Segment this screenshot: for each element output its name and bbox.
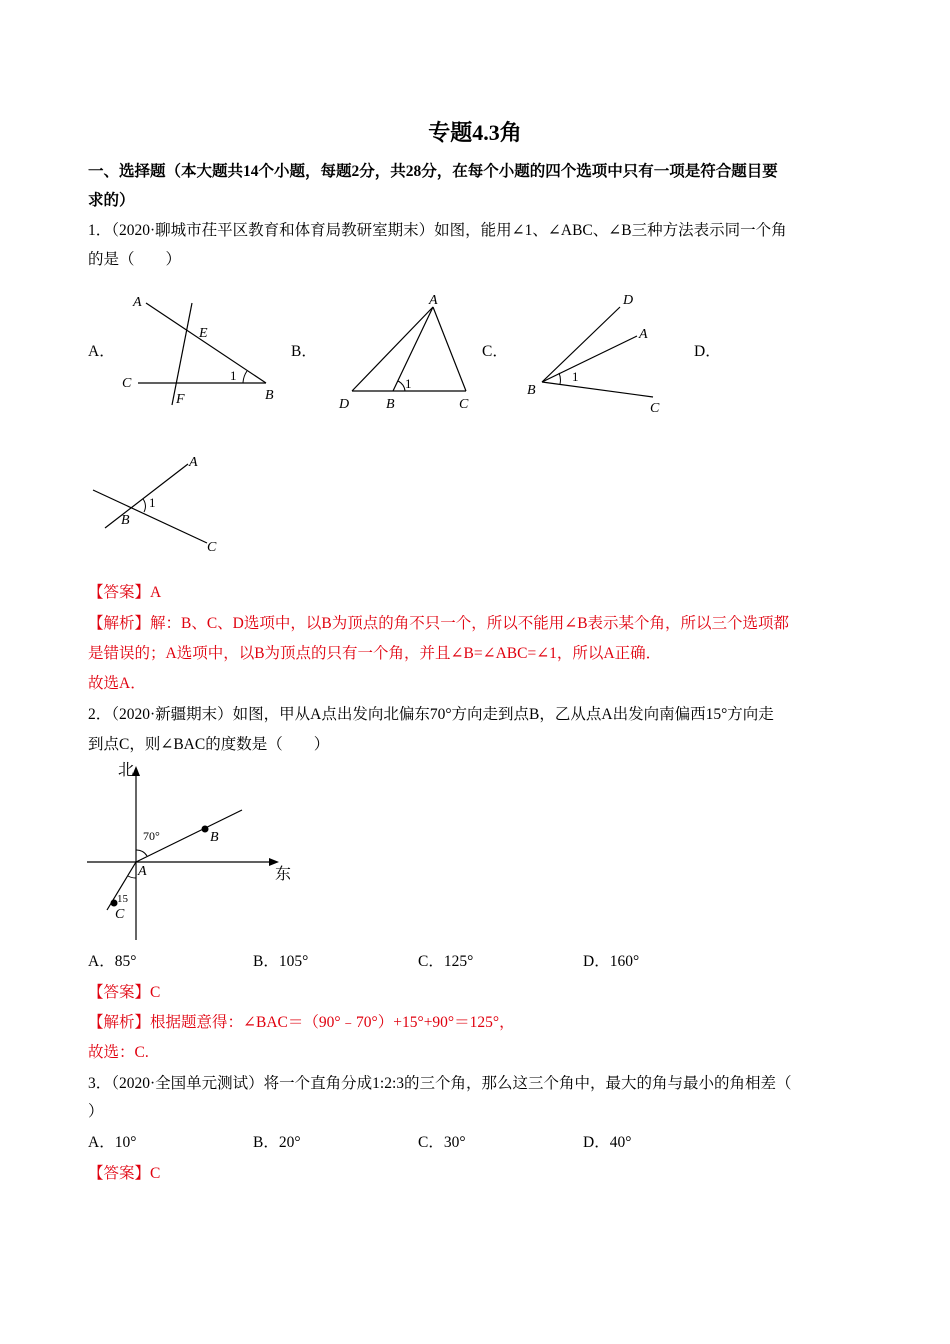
point-b-label: B [527, 383, 536, 398]
point-c-label: C [122, 376, 132, 391]
point-a-label: A [639, 327, 648, 342]
point-b-label: B [210, 830, 219, 845]
q1-option-b-label: B． [291, 343, 317, 360]
line-ab [393, 307, 433, 391]
angle-1-arc [559, 373, 560, 384]
line-bc [542, 382, 653, 397]
q1-conclusion: 故选A． [88, 675, 146, 692]
angle-15-label: 15 [117, 893, 128, 905]
q1-figure-c [515, 285, 675, 420]
q2-answer: 【答案】C [88, 984, 161, 1001]
east-arrow-icon [269, 858, 279, 866]
page-title: 专题4.3角 [428, 120, 522, 145]
angle-1-arc [398, 381, 405, 391]
line-ab [105, 464, 188, 528]
q1-figure-a [110, 285, 285, 415]
point-c-label: C [207, 540, 217, 555]
q3-option-a: A．10° [88, 1134, 137, 1151]
point-a-label: A [133, 295, 142, 310]
q1-option-d-label: D． [694, 343, 721, 360]
angle-1-arc [243, 371, 247, 383]
q2-analysis: 【解析】根据题意得：∠BAC＝（90°﹣70°）+15°+90°＝125°， [88, 1014, 515, 1031]
q2-option-b: B．105° [253, 953, 309, 970]
q2-stem-line2: 到点C，则∠BAC的度数是（ ） [88, 736, 330, 753]
point-b-dot [202, 826, 209, 833]
point-a-label: A [189, 455, 198, 470]
q1-figure-d [85, 450, 235, 560]
point-a-label: A [138, 864, 147, 879]
angle-1-label: 1 [149, 495, 156, 510]
angle-70-arc [136, 850, 147, 856]
section-heading-line1: 一、选择题（本大题共14个小题，每题2分，共28分，在每个小题的四个选项中只有一项是符合题目要 [88, 163, 778, 180]
q2-figure [85, 760, 300, 945]
east-label: 东 [275, 866, 292, 883]
q3-option-d: D．40° [583, 1134, 632, 1151]
point-c-label: C [459, 397, 469, 412]
q3-answer: 【答案】C [88, 1165, 161, 1182]
point-c-label: C [115, 907, 125, 922]
line-ab [146, 303, 266, 383]
line-bd [542, 307, 620, 382]
point-b-label: B [386, 397, 395, 412]
q3-option-c: C．30° [418, 1134, 466, 1151]
point-b-label: B [121, 513, 130, 528]
q1-stem-line2: 的是（ ） [88, 251, 182, 268]
section-heading-line2: 求的） [88, 192, 135, 209]
angle-1-arc [143, 499, 145, 512]
q1-figure-b [330, 285, 480, 415]
point-d-label: D [623, 293, 634, 308]
q1-answer: 【答案】A [88, 584, 162, 601]
line-ba [542, 336, 637, 382]
q2-option-a: A．85° [88, 953, 137, 970]
q2-conclusion: 故选：C. [88, 1044, 149, 1061]
line-ac [433, 307, 466, 391]
q2-stem-line1: 2．（2020·新疆期末）如图，甲从A点出发向北偏东70°方向走到点B，乙从点A出发向南偏西15°方向走 [88, 706, 774, 723]
point-b-label: B [265, 388, 274, 403]
q2-option-d: D．160° [583, 953, 640, 970]
q3-option-b: B．20° [253, 1134, 301, 1151]
angle-70-label: 70° [143, 829, 160, 843]
q3-stem-line1: 3．（2020·全国单元测试）将一个直角分成1:2:3的三个角，那么这三个角中，最大的角与最小的角相差（ [88, 1075, 792, 1092]
line-ad [352, 307, 433, 391]
north-label: 北 [118, 762, 135, 779]
point-d-label: D [339, 397, 350, 412]
angle-1-label: 1 [572, 369, 579, 384]
line-ef [172, 303, 192, 405]
q1-analysis-line2: 是错误的；A选项中，以B为顶点的只有一个角，并且∠B=∠ABC=∠1，所以A正确． [88, 645, 662, 662]
q2-option-c: C．125° [418, 953, 474, 970]
q1-stem-line1: 1．（2020·聊城市茌平区教育和体育局教研室期末）如图，能用∠1、∠ABC、∠B三种方法表示同一个角 [88, 222, 787, 239]
angle-1-label: 1 [405, 376, 412, 391]
angle-1-label: 1 [230, 368, 237, 383]
point-c-label: C [650, 401, 660, 416]
angle-15-arc [128, 876, 136, 878]
point-a-label: A [429, 293, 438, 308]
point-f-label: F [176, 392, 185, 407]
q1-option-c-label: C． [482, 343, 508, 360]
q1-option-a-label: A． [88, 343, 115, 360]
point-e-label: E [199, 326, 208, 341]
q3-stem-line2: ） [88, 1103, 104, 1120]
q1-analysis-line1: 【解析】解：B、C、D选项中，以B为顶点的角不只一个，所以不能用∠B表示某个角，所以三个选项都 [88, 615, 790, 632]
